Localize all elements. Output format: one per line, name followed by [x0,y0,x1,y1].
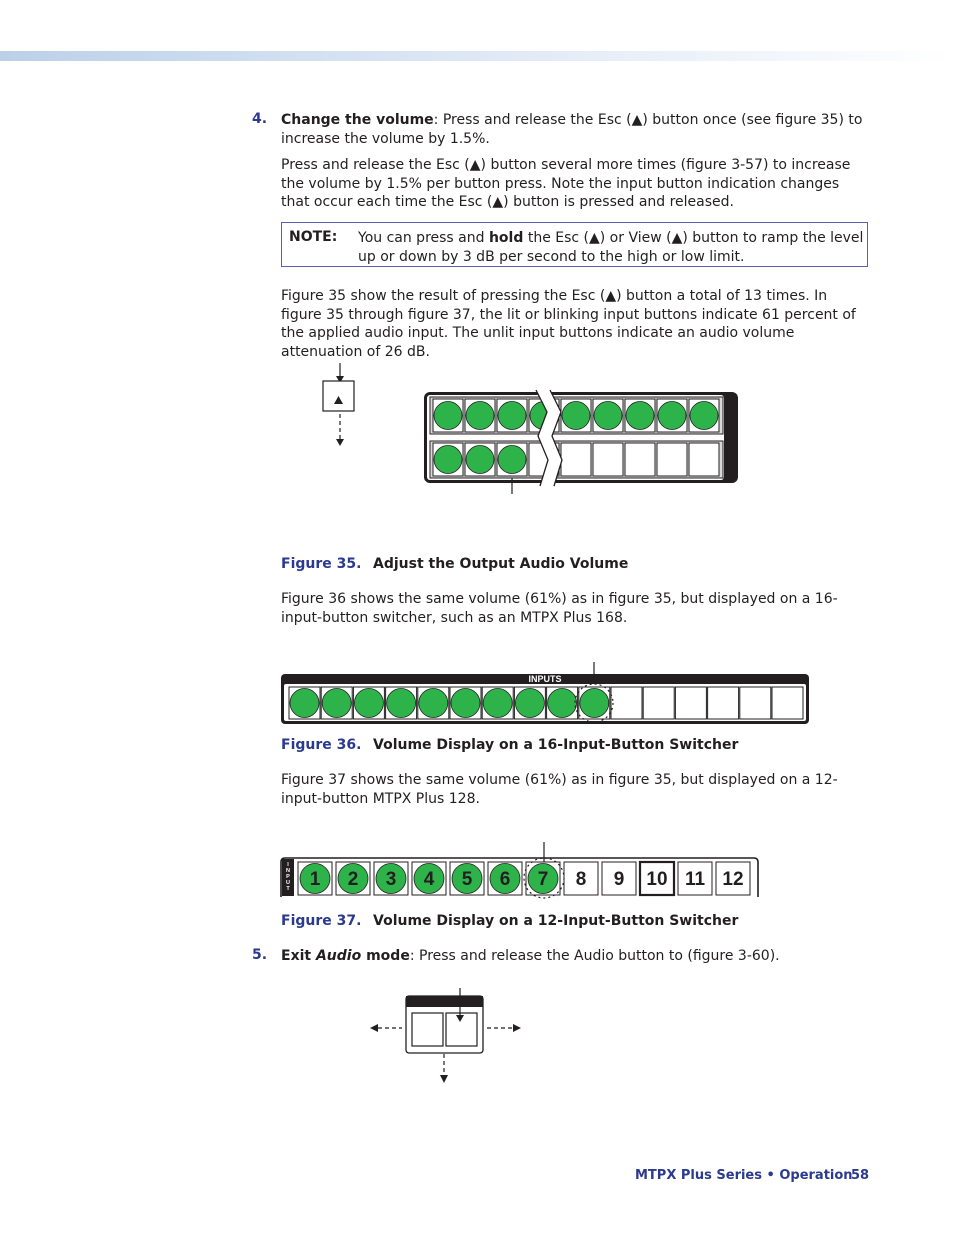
footer-title: MTPX Plus Series • Operation [635,1168,853,1183]
button-left [412,1013,443,1046]
note-label: NOTE: [289,229,338,245]
step-number: 4. [252,111,268,127]
figure-label: Figure 37. [281,913,362,929]
step-title: Change the volume [281,112,434,128]
step-number: 5. [252,947,268,963]
paragraph: Figure 35 show the result of pressing the Esc (▲) button a total of 13 times. In figure 35 through figure 37, the lit or blinking input buttons indicate 61 percent of the applied audio input. The unlit input buttons indicate an audio volume attenuation of 26 dB. [281,288,856,360]
input-button-number: 5 [461,869,473,890]
figure-label: Figure 36. [281,737,362,753]
arrow-left-icon [370,1024,378,1032]
figure-title: Volume Display on a 16-Input-Button Switcher [373,737,739,753]
input-side-letter: U [286,880,290,886]
input-side-letter: P [286,874,290,880]
step-text: : Press and release the Esc (▲) button once (see figure 35) to increase the volume by 1.5%. [281,112,863,147]
input-button-number: 12 [722,869,744,890]
input-side-letter: N [286,868,290,874]
input-button-number: 6 [499,869,511,890]
input-button-number: 4 [423,869,435,890]
step-5-text: Exit Audio mode: Press and release the Audio button to (figure 3-60). [281,948,780,964]
input-button-number: 7 [537,869,549,890]
paragraph: Figure 36 shows the same volume (61%) as in figure 35, but displayed on a 16-input-button switcher, such as an MTPX Plus 168. [281,591,838,626]
arrow-right-icon [513,1024,521,1032]
input-side-letter: I [287,862,289,868]
input-button-number: 11 [684,869,706,890]
input-button-number: 8 [575,869,587,890]
inputs-label: INPUTS [528,674,562,684]
input-button-number: 1 [309,869,321,890]
arrow-down-icon [440,1075,448,1083]
paragraph: Figure 37 shows the same volume (61%) as in figure 35, but displayed on a 12-input-button MTPX Plus 128. [281,772,838,807]
paragraph: Press and release the Esc (▲) button several more times (figure 3-57) to increase the volume by 1.5% per button press. Note the input button indication changes that occur each time the Esc (▲) button is pressed and released. [281,157,851,210]
input-button-number: 9 [613,869,625,890]
input-side-letter: T [286,886,290,892]
figure-title: Adjust the Output Audio Volume [373,556,629,572]
figure-label: Figure 35. [281,556,362,572]
note-text: You can press and hold the Esc (▲) or View (▲) button to ramp the level up or down by 3 dB per second to the high or low limit. [358,230,864,265]
page-number: 58 [851,1168,870,1183]
input-button-number: 10 [646,869,668,890]
figure-title: Volume Display on a 12-Input-Button Switcher [373,913,739,929]
input-button-number: 2 [347,869,359,890]
input-button-number: 3 [385,869,397,890]
